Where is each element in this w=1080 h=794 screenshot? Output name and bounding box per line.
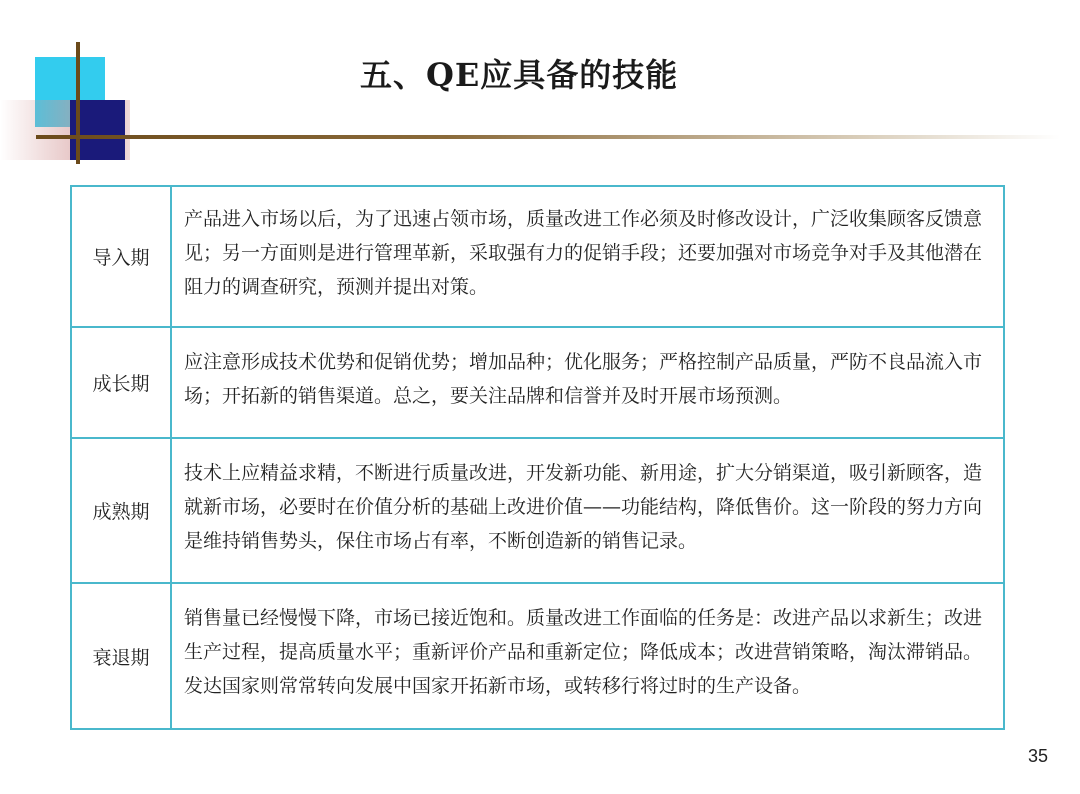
- lifecycle-stages-table: [70, 185, 1005, 730]
- stage-description-cell: 应注意形成技术优势和促销优势；增加品种；优化服务；严格控制产品质量，严防不良品流入市场；开拓新的销售渠道。总之，要关注品牌和信誉并及时开展市场预测。: [171, 327, 1004, 438]
- decorative-vertical-line: [76, 42, 80, 164]
- title-underline: [36, 135, 1060, 139]
- slide-title: 五、QE应具备的技能: [360, 56, 679, 94]
- page-number: 35: [1028, 746, 1049, 766]
- stage-description-cell: 销售量已经慢慢下降，市场已接近饱和。质量改进工作面临的任务是：改进产品以求新生；改进生产过程，提高质量水平；重新评价产品和重新定位；降低成本；改进营销策略，淘汰滞销品。发达国家则常常转向发展中国家开拓新市场，或转移行将过时的生产设备。: [171, 583, 1004, 729]
- stage-description-cell: 产品进入市场以后，为了迅速占领市场，质量改进工作必须及时修改设计，广泛收集顾客反馈意见；另一方面则是进行管理革新，采取强有力的促销手段；还要加强对市场竞争对手及其他潜在阻力的调查研究，预测并提出对策。: [171, 186, 1004, 327]
- stage-name-cell: 成长期: [71, 327, 171, 438]
- table-row: [71, 583, 1004, 729]
- stage-name-cell: 衰退期: [71, 583, 171, 729]
- table-row: [71, 438, 1004, 583]
- table-row: [71, 186, 1004, 327]
- table-row: [71, 327, 1004, 438]
- stage-name-cell: 导入期: [71, 186, 171, 327]
- stage-description-cell: 技术上应精益求精，不断进行质量改进，开发新功能、新用途，扩大分销渠道，吸引新顾客，造就新市场，必要时在价值分析的基础上改进价值——功能结构，降低售价。这一阶段的努力方向是维持销售势头，保住市场占有率，不断创造新的销售记录。: [171, 438, 1004, 583]
- stage-name-cell: 成熟期: [71, 438, 171, 583]
